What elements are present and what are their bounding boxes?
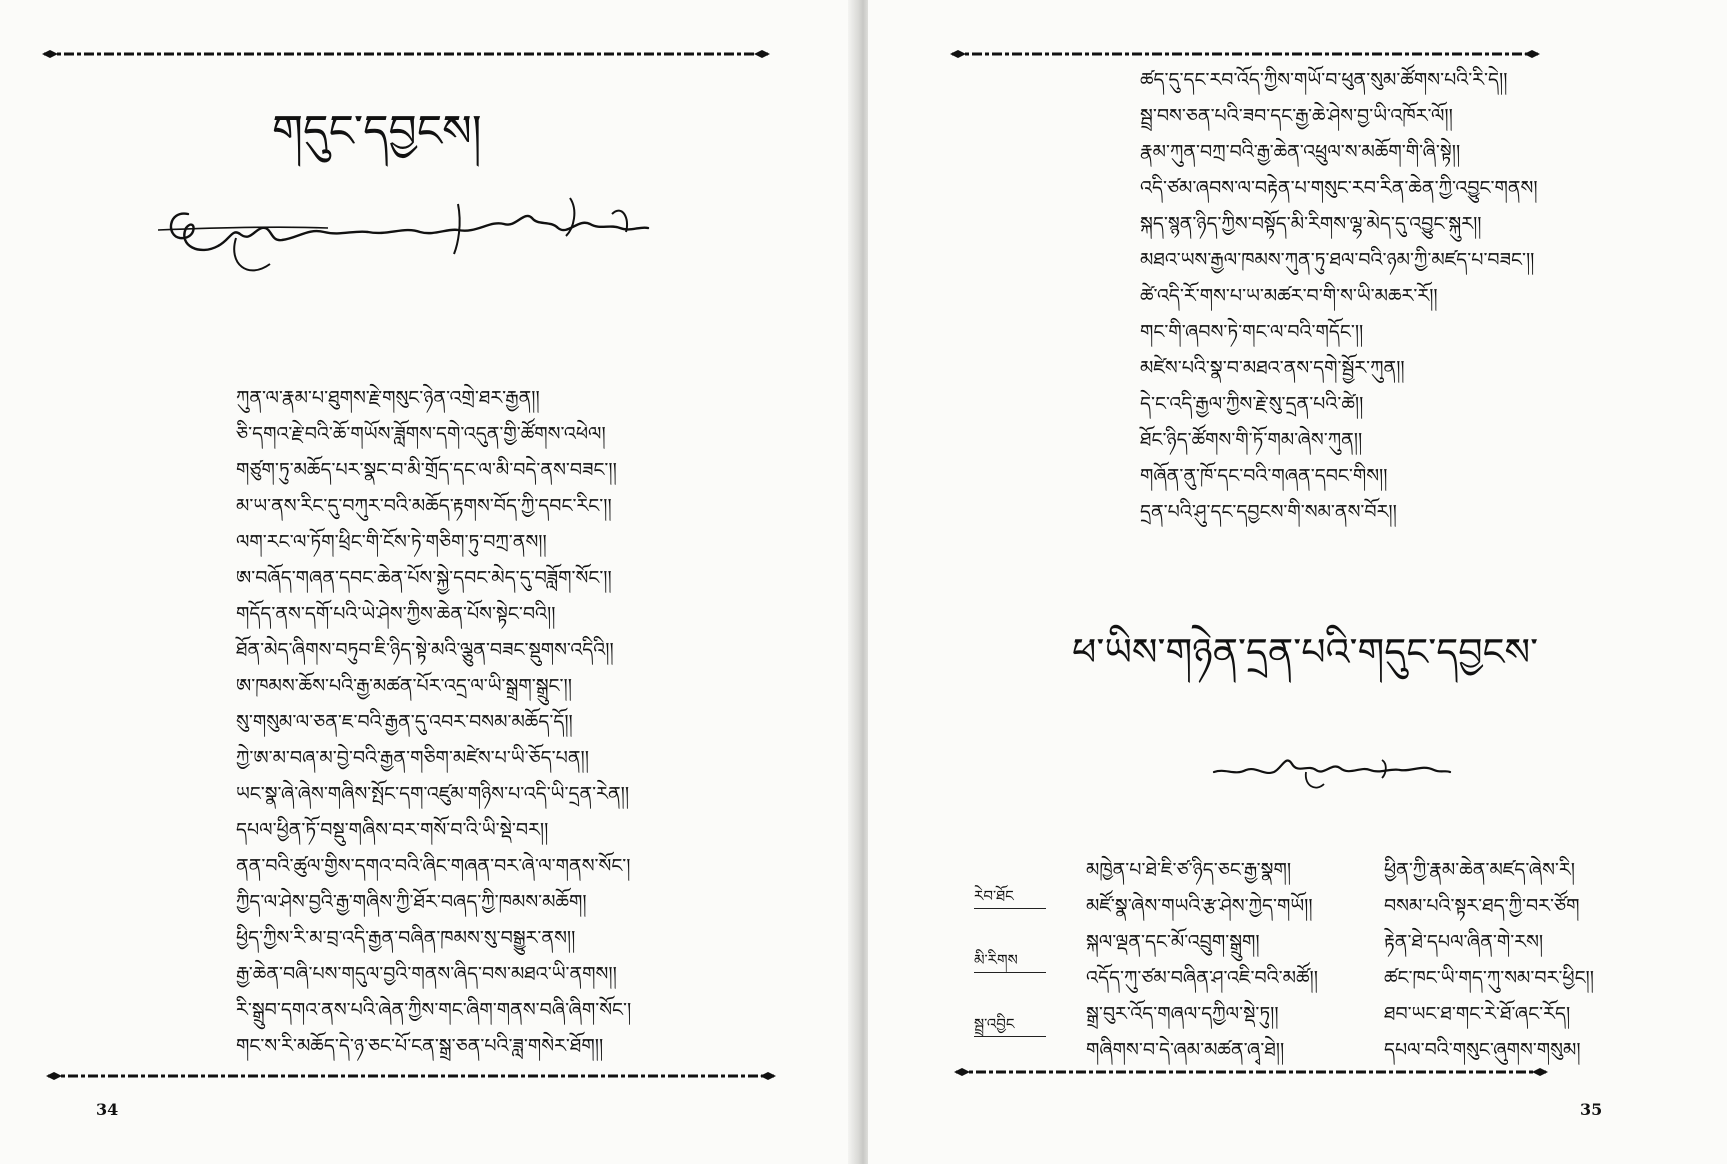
author-signature [158,184,658,294]
verse-line: སྦྲ་བས་ཅན་པའི་ཟབ་དང་རྒྱ་ཆེ་ཤེས་བྱ་ཡི་འཁོར་ལོ།། [1140,105,1453,127]
verse-line: སྐལ་ལྡན་དང་མོ་འབྲུག་སྒྲུག། [1086,931,1260,953]
verse-line: གཞིགས་བ་དེ་ཞམ་མཚན་ཞྭ་ཐེ།། [1086,1039,1285,1061]
side-label: མི་རིགས [974,951,1018,969]
verse-line: རྟེན་ཐེ་དཔལ་ཞིན་གེ་རས། [1384,931,1544,953]
verse-line: ཀུན་ལ་རྣམ་པ་ཐུགས་རྗེ་གསུང་ཉེན་འགྲེ་ཐར་རྒྱན།། [236,387,540,409]
verse-line: རྣམ་ཀུན་བཀྲ་བའི་རྒྱ་ཆེན་འཕྲུལ་ས་མཆོག་གི་ཞི་སྟེ།། [1140,141,1461,163]
verse-line: ཐབ་ཡང་ཐ་གང་རེ་ཐོ་ཞང་རོད། [1384,1003,1571,1025]
verse-line: ཕྱིན་ཀྱི་རྣམ་ཆེན་མཛད་ཞེས་རི། [1384,859,1575,881]
verse-line: དྲན་པའི་ཤུ་དང་དབྱངས་གི་སམ་ནས་བོར།། [1140,501,1397,523]
verse-line: ནན་བའི་ཚུལ་གྱིས་དགའ་བའི་ཞིང་གཞན་བར་ཞེ་ལ་གནས་སོང་། [236,855,631,877]
verse-line: སྐད་སྙན་ཉིད་ཀྱིས་བསྟོད་མི་རིགས་ལྷ་མེད་དུ་འབྱུང་སྐུར།། [1140,213,1482,235]
verse-line: དེ་ང་འདི་རྒྱལ་ཀྱིས་རྗེ་སུ་དྲན་པའི་ཚེ།། [1140,393,1364,415]
verse-line: ཐོན་མེད་ཞིགས་བཏུབ་ཇི་ཉིད་སྟེ་མའི་ལྕུན་བཟང་སྡུགས་འདིའི།། [236,639,614,661]
side-label: སྦྲ་འབྱིང [974,1015,1015,1033]
verse-line: ཚད་དུ་དང་རབ་འོད་ཀྱིས་གཡོ་བ་ཕུན་སུམ་ཚོགས་པའི་རི་དེ།། [1140,69,1508,91]
verse-line: གཞོན་ནུ་ཁོ་དང་བའི་གཞན་དབང་གིས།། [1140,465,1388,487]
verse-line: ལག་རང་ལ་ཏོག་ཕྲིང་གི་ངོས་ཏེ་གཅིག་ཏུ་བཀྲ་ནས།། [236,531,547,553]
verse-line: མ་ཡ་ནས་རིང་དུ་བཀུར་བའི་མཆོད་རྟགས་བོད་ཀྱི་དབང་རིང་།། [236,495,612,517]
verse-line: འདོད་ཀུ་ཙམ་བཞིན་ཤ་འཇི་བའི་མཚོ།། [1086,967,1318,989]
left-verse-lines [236,380,631,1064]
left-page [0,0,858,1164]
translator-signature [1212,742,1452,802]
verse-line: མཁྱེན་པ་ཐེ་ཇི་ཙ་ཉིད་ཅང་རྒྱ་སྣག། [1086,859,1292,881]
verse-line: ཡང་སྣ་ཞེ་ཞེས་གཞིས་སྤོང་དག་འཛུམ་གཉིས་པ་འདི་ཡི་དྲན་རེན།། [236,783,630,805]
side-label: རེབ་ཐོང [974,887,1014,905]
right-page [868,0,1727,1164]
verse-line: མཛེས་པའི་སྣ་བ་མཐའ་ནས་དགེ་སྦྱོར་ཀུན།། [1140,357,1405,379]
verse-line: རི་སྒྲུབ་དགའ་ནས་པའི་ཞེན་ཀྱིས་གང་ཞིག་གནས་བཞི་ཞིག་སོང་། [236,999,632,1021]
page-number-left: 34 [96,1100,119,1119]
verse-line: གང་གི་ཞབས་ཏེ་གང་ལ་བའི་གདོང་།། [1140,321,1364,343]
verse-line: བསམ་པའི་སྟར་ཐད་ཀྱི་བར་ཙོག [1384,895,1580,917]
verse-line: དཔལ་ཕྱིན་ཏོ་བསྡུ་གཞིས་བར་གསོ་བ་འི་ཡི་སྡེ་བར།། [236,819,549,841]
verse-line: ཀྱེ་ཨ་མ་བཞ་མ་བྱེ་བའི་རྒྱན་གཅིག་མཛེས་པ་ཡི་ཅོད་པན།། [236,747,589,769]
bottom-ornamental-rule-right [954,1066,1548,1078]
verse-line: སྒྲ་བུར་འོད་གཞལ་དཀྱིལ་སྡེ་ཏུ།། [1086,1003,1279,1025]
bottom-ornamental-rule [46,1070,776,1082]
top-ornamental-rule-right [950,48,1540,60]
verse-line: དཔལ་བའི་གསུང་ཞུགས་གསུམ། [1384,1039,1581,1061]
verse-column-left [1086,852,1318,1068]
verse-line: ཕྱིད་ཀྱིས་རི་མ་བྲ་འདི་རྒྱན་བཞིན་ཁམས་སུ་བསྒྱུར་ནས།། [236,927,576,949]
verse-line: ཅི་དགའ་རྗེ་བའི་ཆོ་གཡོས་ཟློགས་དགེ་འདུན་གྱི་ཚོགས་འཕེལ། [236,423,606,445]
verse-line: ཚེ་འདི་རོ་གས་པ་ཡ་མཚར་བ་གི་ས་ཡི་མཆར་རོ།། [1140,285,1438,307]
verse-line: གང་ས་རི་མཆོད་དེ་ཉ་ཅང་པོ་ངན་སྒྲ་ཅན་པའི་ཟླ་གསེར་ཐོག།། [236,1035,604,1057]
top-ornamental-rule [42,48,770,60]
page-number-right: 35 [1580,1100,1603,1119]
verse-line: འདི་ཙམ་ཞབས་ལ་བརྟེན་པ་གསུང་རབ་རིན་ཆེན་ཀྱི་འབྱུང་གནས། [1140,177,1538,199]
verse-line: མཛོ་སྣ་ཞེས་གཡའི་རྩ་ཤེས་ཀྱེད་གཡོ།། [1086,895,1313,917]
verse-line: ཐོང་ཉིད་ཚོགས་གི་ཏོ་གམ་ཞེས་ཀུན།། [1140,429,1363,451]
verse-line: ཀྱིད་ལ་ཤེས་བྱའི་རྒྱ་གཞིས་ཀྱི་ཐོར་བཞད་ཀྱི་ཁམས་མཆོག། [236,891,587,913]
poem-title: ཕ་ཡིས་གཉེན་དྲན་པའི་གདུང་དབྱངས་ [1072,630,1539,674]
right-verse-lines [1140,62,1538,530]
verse-line: ཨ་ཁམས་ཆོས་པའི་རྒྱ་མཚན་པོར་འདྲ་ལ་ཡི་སྒྲག་སྒྲུང་།། [236,675,572,697]
page-title: གདུང་དབྱངས། [272,106,482,157]
verse-column-right [1384,852,1594,1068]
verse-line: གཙུག་ཏུ་མཆོད་པར་སྣང་བ་མི་གྲོད་དང་ལ་མི་བདེ་ནས་བཟང་།། [236,459,617,481]
verse-line: ཨ་བཞོད་གཞན་དབང་ཆེན་པོས་སྐྱེ་དབང་མེད་དུ་བཟློག་སོང་།། [236,567,612,589]
verse-line: མཐའ་ཡས་རྒྱལ་ཁམས་ཀུན་ཏུ་ཐལ་བའི་ཉམ་ཀྱི་མཛད་པ་བཟང་།། [1140,249,1535,271]
verse-line: གདོད་ནས་དགོ་པའི་ཡེ་ཤེས་ཀྱིས་ཆེན་པོས་སྟེང་བའི།། [236,603,556,625]
verse-line: ཚང་ཁང་ཡི་གད་ཀུ་སམ་བར་ཕྱིང།། [1384,967,1594,989]
verse-line: སུ་གསུམ་ལ་ཅན་ཇ་བའི་རྒྱན་དུ་འབར་བསམ་མཆོད་དོ།། [236,711,573,733]
verse-line: རྒྱ་ཆེན་བཞི་པས་གདུལ་བྱའི་གནས་ཞིད་བས་མཐའ་ཡི་ནགས།། [236,963,617,985]
